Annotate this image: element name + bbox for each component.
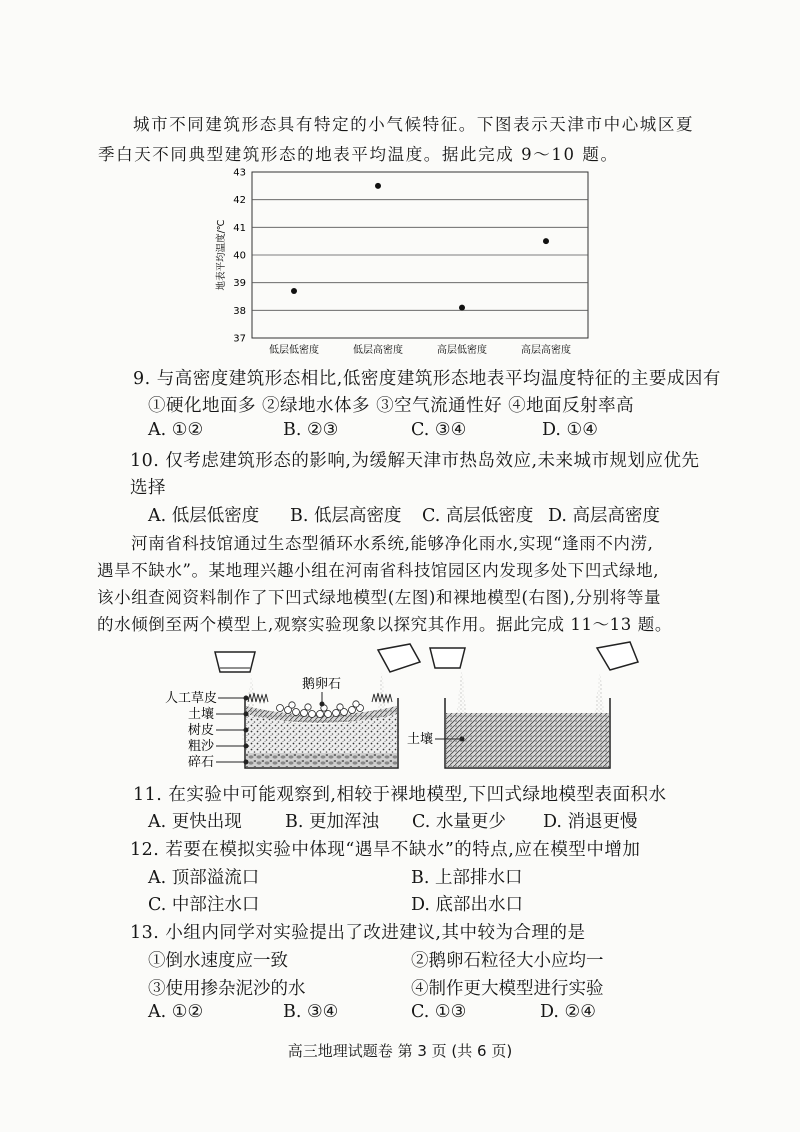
q13-option-d: D. ②④ — [540, 1002, 596, 1022]
q10-option-c: C. 高层低密度 — [422, 506, 534, 526]
intro1-line2: 季白天不同典型建筑形态的地表平均温度。据此完成 9～10 题。 — [98, 145, 619, 164]
q12-option-d: D. 底部出水口 — [411, 895, 524, 915]
q13-statement-1: ①倒水速度应一致 — [148, 951, 288, 971]
q13-option-a: A. ①② — [148, 1002, 204, 1022]
label-gravel: 碎石 — [188, 755, 215, 770]
q11-option-a: A. 更快出现 — [148, 812, 242, 832]
q11-option-b: B. 更加浑浊 — [285, 812, 379, 832]
x-category-label: 低层高密度 — [353, 345, 403, 356]
data-point — [459, 305, 465, 311]
q10-stem-line1: 10. 仅考虑建筑形态的影响,为缓解天津市热岛效应,未来城市规划应优先 — [130, 451, 700, 471]
grid-lines — [252, 200, 588, 311]
q9-option-c: C. ③④ — [411, 420, 467, 440]
concave-greenland-model — [165, 644, 420, 770]
data-point — [543, 238, 549, 244]
page-footer: 高三地理试题卷 第 3 页 (共 6 页) — [287, 1042, 513, 1060]
q11-stem: 11. 在实验中可能观察到,相较于裸地模型,下凹式绿地模型表面积水 — [133, 785, 667, 805]
temperature-scatter-chart — [200, 160, 610, 360]
y-tick-label: 40 — [233, 250, 246, 262]
x-category-label: 高层高密度 — [521, 345, 571, 356]
q13-statement-2: ②鹅卵石粒径大小应均一 — [411, 951, 604, 971]
bare-land-model — [407, 642, 638, 768]
x-category-label: 低层低密度 — [269, 345, 319, 356]
q11-option-d: D. 消退更慢 — [543, 812, 638, 832]
data-points — [291, 183, 549, 311]
intro2-line2: 遇旱不缺水”。某地理兴趣小组在河南省科技馆园区内发现多处下凹式绿地, — [97, 561, 660, 580]
q13-option-c: C. ①③ — [411, 1002, 467, 1022]
experiment-figure — [160, 640, 660, 775]
q9-option-d: D. ①④ — [542, 420, 598, 440]
q10-option-a: A. 低层低密度 — [148, 506, 260, 526]
q12-option-b: B. 上部排水口 — [411, 868, 523, 888]
q13-statement-4: ④制作更大模型进行实验 — [411, 979, 604, 999]
label-soil-right: 土壤 — [407, 732, 434, 747]
q9-stem: 9. 与高密度建筑形态相比,低密度建筑形态地表平均温度特征的主要成因有 — [133, 369, 721, 389]
q12-stem: 12. 若要在模拟实验中体现“遇旱不缺水”的特点,应在模型中增加 — [130, 840, 641, 860]
q10-stem-line2: 选择 — [130, 478, 166, 498]
y-tick-label: 37 — [233, 333, 246, 345]
y-tick-label: 43 — [233, 167, 246, 179]
q12-option-c: C. 中部注水口 — [148, 895, 260, 915]
y-tick-label: 38 — [233, 305, 246, 317]
q10-option-d: D. 高层高密度 — [548, 506, 661, 526]
x-category-labels — [269, 343, 571, 356]
label-pebble: 鹅卵石 — [302, 677, 342, 692]
q12-option-a: A. 顶部溢流口 — [148, 868, 260, 888]
y-tick-label: 42 — [233, 195, 246, 207]
intro2-line3: 该小组查阅资料制作了下凹式绿地模型(左图)和裸地模型(右图),分别将等量 — [97, 588, 662, 607]
y-tick-labels — [233, 168, 246, 345]
q9-option-b: B. ②③ — [283, 420, 339, 440]
x-category-label: 高层低密度 — [437, 345, 487, 356]
label-soil-left: 土壤 — [188, 707, 215, 722]
data-point — [375, 183, 381, 189]
q9-items: ①硬化地面多 ②绿地水体多 ③空气流通性好 ④地面反射率高 — [148, 396, 635, 416]
q10-option-b: B. 低层高密度 — [290, 506, 402, 526]
y-axis-label: 地表平均温度/℃ — [216, 219, 227, 291]
q13-option-b: B. ③④ — [283, 1002, 339, 1022]
label-bark: 树皮 — [188, 723, 215, 738]
intro1-line1: 城市不同建筑形态具有特定的小气候特征。下图表示天津市中心城区夏 — [133, 115, 695, 134]
q11-option-c: C. 水量更少 — [412, 812, 506, 832]
q13-statement-3: ③使用掺杂泥沙的水 — [148, 979, 306, 999]
label-turf: 人工草皮 — [165, 691, 218, 706]
data-point — [291, 288, 297, 294]
y-tick-label: 39 — [233, 278, 246, 290]
y-tick-label: 41 — [233, 222, 246, 234]
intro2-line4: 的水倾倒至两个模型上,观察实验现象以探究其作用。据此完成 11～13 题。 — [97, 615, 672, 634]
q9-option-a: A. ①② — [148, 420, 204, 440]
q13-stem: 13. 小组内同学对实验提出了改进建议,其中较为合理的是 — [130, 923, 586, 943]
intro2-line1: 河南省科技馆通过生态型循环水系统,能够净化雨水,实现“逢雨不内涝, — [131, 534, 654, 553]
label-sand: 粗沙 — [188, 739, 215, 754]
